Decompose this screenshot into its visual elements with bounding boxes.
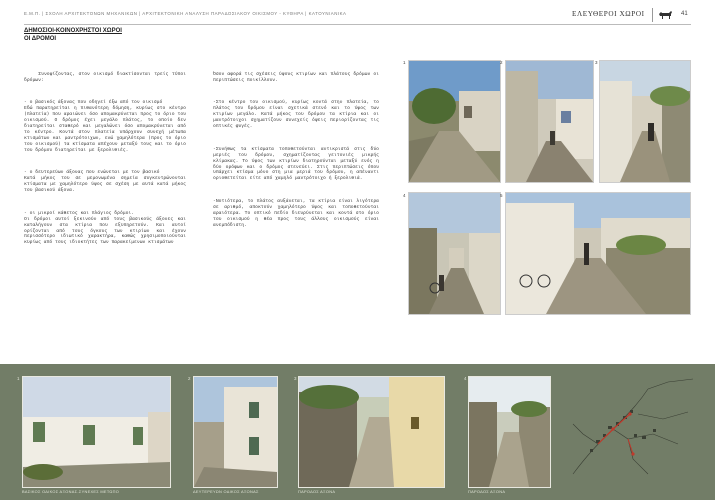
title-line-1: ΔΗΜΟΣΙΟΙ-ΚΟΙΝΟΧΡΗΣΤΟΙ ΧΩΡΟΙ — [24, 28, 122, 34]
photo-number: 4 — [403, 193, 406, 198]
street-photo-1 — [408, 60, 501, 183]
photo-number: 5 — [500, 193, 503, 198]
bottom-photo-3 — [298, 376, 445, 488]
street-photo-5 — [505, 192, 691, 315]
photo-number: 2 — [500, 60, 503, 65]
street-photo-4 — [408, 192, 501, 315]
paragraph: - ο βασικός άξονας που οδηγεί έξω από τον οικισμό Εδώ παρατηρείται η πιθανότερη δόμηση, κυρίως στο κέντρο (πλατεία) που αραιώνει όσο απομακρύνεται προς το όριο του οικισμού. Ο δρόμος έχει μεγάλο πλάτος, το οποίο δεν διατηρείται σταθερό και μεγαλώνει όσο απομακρύνεται από το κέντρο. Κοντά στον πλατεία υπάρχουν συνεχή μέτωπα κτισμάτων και μαντρότοιχων, ενώ χαμηλότερα (προς το όριο του οικισμού) τα κτίσματα απέχουν μεταξύ τους και το όριο του δρόμου διατηρείται με ξερολιθιές. — [24, 100, 186, 153]
paragraph: Συνοψίζοντας, στον οικισμό διακτίσονται τρείς τύποι δρόμων: — [24, 71, 189, 83]
title-line-2: ΟΙ ΔΡΟΜΟΙ — [24, 35, 57, 42]
photo-caption: ΠΑΡΟΔΟΣ ΑΞΟΝΑ — [298, 489, 336, 494]
breadcrumb: Ε.Μ.Π. | ΣΧΟΛΗ ΑΡΧΙΤΕΚΤΟΝΩΝ ΜΗΧΑΝΙΚΩΝ | ΑΡΧΙΤΕΚΤΟΝΙΚΗ ΑΝΑΛΥΣΗ ΠΑΡΑΔΟΣΙΑΚΟΥ ΟΙΚΙΣΜΟΥ - ΚΥΘΗΡΑ | ΚΑΤΟΥΝΙΑΝΙΚΑ — [24, 11, 347, 16]
text-column-1 — [24, 60, 189, 257]
street-photo-3 — [599, 60, 691, 183]
photo-number: 3 — [595, 60, 598, 65]
paragraph: -Συνήθως τα κτίσματα τοποθετούνται αντικριστά στις δύο μεριές του δρόμου, σχηματίζοντας γειτονιές μικρής κλίμακας. Το ύψος των κτιρίων διατηρούνται μεταξύ ενός η δύο ορόφων και ο δρόμος στενεύει. Στις περιπτώσεις όπου υπάρχει κτίσμα μόνο στη μια μεριά του δρόμου, η απέναντι οριοθετείται είτε από χαμηλό μαντρότοιχο ή ξερολιθιά. — [213, 146, 382, 182]
donkey-icon — [658, 10, 674, 20]
photo-caption: ΒΑΣΙΚΟΣ ΟΔΙΚΟΣ ΑΞΟΝΑΣ-ΣΥΝΕΧΕΣ ΜΕΤΩΠΟ — [22, 489, 120, 494]
photo-number: 1 — [17, 376, 20, 381]
photo-number: 1 — [403, 60, 406, 65]
photo-number: 3 — [294, 376, 297, 381]
text-column-2 — [213, 60, 382, 239]
street-photo-2 — [505, 60, 594, 183]
bottom-photo-4 — [468, 376, 551, 488]
photo-caption: ΠΑΡΟΔΟΣ ΑΞΟΝΑ — [468, 489, 506, 494]
page-header — [24, 8, 691, 25]
header-divider — [652, 8, 653, 22]
paragraph: - οι μικροί κάθετος και πλάγιος δρόμοι. Οι δρόμοι αυτοί ξεκινούν από τους βασικούς άξονες και καταλήγουν στα κτίρια που εξυπηρετούν. Και αυτοί ορίζονται από τους όγκους των κτιρίων και έχουν περισσότερο ιδιωτικό χαρακτήρα, καθώς χρησιμοποιούνται κυρίως από τους ιδιοκτήτες των παρακείμενων κτισμάτων — [24, 210, 186, 246]
photo-number: 2 — [188, 376, 191, 381]
section-title: ΕΛΕΥΘΕΡΟΙ ΧΩΡΟΙ — [572, 10, 645, 18]
photo-number: 4 — [464, 376, 467, 381]
paragraph: -Νοτιότερα, το πλάτος αυξάνεται, τα κτίρια είναι λιγότερα σε αριθμό, αποκτούν χαμηλότερο ύψος και τοποθετούνται αραιότερα. Το οπτικό πεδίο διευρύνεται και κοντά στο όριο του οικισμού η θέα προς τους άλλους οικισμούς είναι ανεμπόδιστη. — [213, 199, 382, 228]
bottom-photo-2 — [193, 376, 278, 488]
paragraph: Όσον αφορά τις σχέσεις ύψους κτιρίων και πλάτους δρόμων οι περιπτώσεις ποικίλλουν. — [213, 71, 382, 83]
page-number: 41 — [681, 11, 688, 17]
paragraph: -Στο κέντρο του οικισμού, κυρίως κοντά στην πλατεία, το πλάτος του δρόμου είναι σχετικά στενό και το ύψος των κτιρίων μεγάλο. Κατά μήκος του δρόμου τα κτίρια και οι μαντρότοιχοι σχηματίζουν συνεχείς όψεις περιορίζοντας τις οπτικές φυγές. — [213, 100, 382, 130]
bottom-photo-1 — [22, 376, 171, 488]
photo-caption: ΔΕΥΤΕΡΕΥΩΝ ΟΔΙΚΟΣ ΑΞΟΝΑΣ — [193, 489, 259, 494]
settlement-map — [568, 374, 698, 486]
page-title — [24, 28, 122, 43]
paragraph: - ο δευτερεύων άξονας που ενώνεται με τον βασικό Κατά μήκος του σε μεμονωμένα σημεία συγκεντρώνονται κτίσματα με χαμηλότερο ύψος σε σχέση με αυτά κατά μήκος του βασικού άξονα. — [24, 170, 186, 194]
